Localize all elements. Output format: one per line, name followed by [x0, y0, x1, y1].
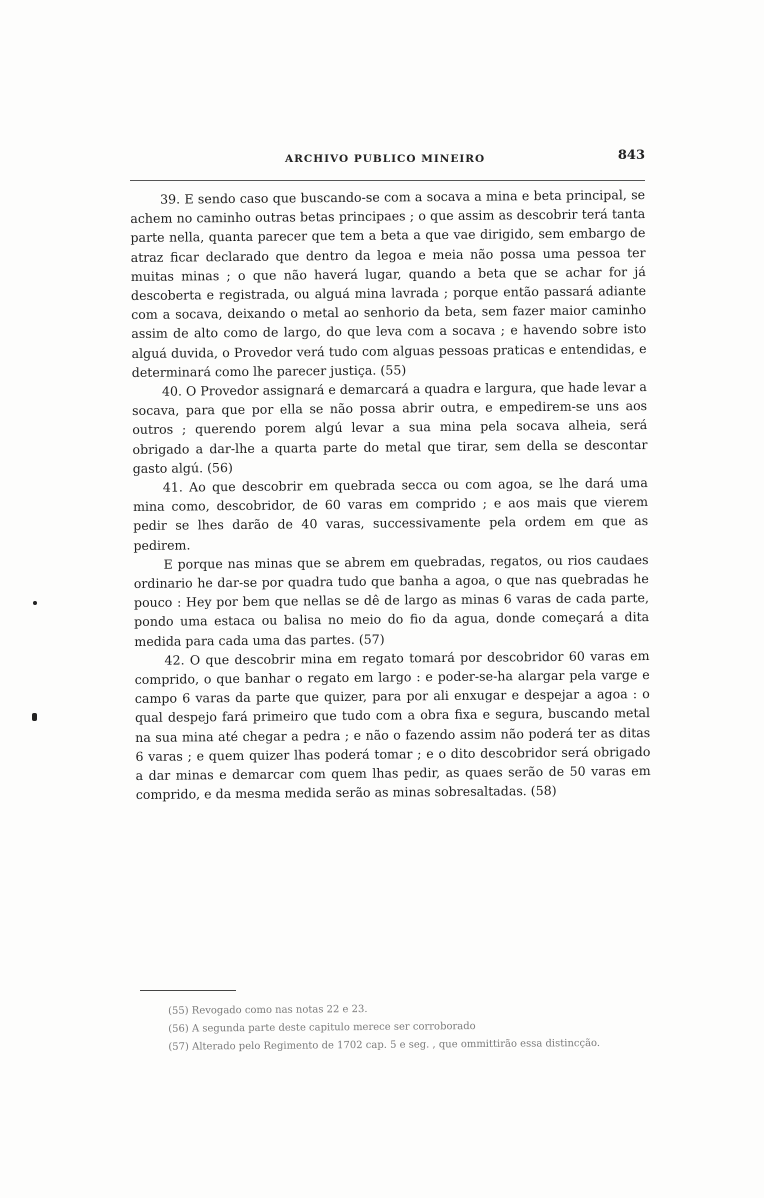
body-text: [130, 185, 651, 804]
paragraph-40: 40. O Provedor assignará e demarcará a quadra e largura, que hade levar a socava, para que por ella se não possa abrir outra, e empedirem-se uns aos outros ; querendo porem algú levar a sua mina pela socava alheia, será obrigado a dar-lhe a quarta parte do metal que tirar, sem della se descontar gasto algú. (56): [132, 379, 648, 476]
margin-mark: [33, 601, 37, 605]
footnote-rule: [140, 990, 236, 991]
footnote-55: (55) Revogado como nas notas 22 e 23.: [168, 1003, 368, 1017]
header-rule: [130, 180, 645, 181]
paragraph-41-continued: E porque nas minas que se abrem em quebradas, regatos, ou rios caudaes ordinario he dar-se por quadra tudo que banha a agoa, o que nas quebradas he pouco : Hey por bem que nellas se dê de largo as minas 6 varas de cada parte, pondo uma estaca ou balisa no meio do fio da agua, donde começará a dita medida para cada uma das partes. (57): [133, 551, 650, 649]
paragraph-41: 41. Ao que descobrir em quebrada secca ou com agoa, se lhe dará uma mina como, descobridor, de 60 varas em comprido ; e aos mais que vierem pedir se lhes darão de 40 varas, successivamente pela ordem em que as pedirem.: [132, 475, 649, 553]
paragraph-42: 42. O que descobrir mina em regato tomará por descobridor 60 varas em comprido, o que banhar o regato em largo : e poder-se-ha alargar pela varge e campo 6 varas da parte que quizer, para por ali enxugar e despejar a agoa : o qual despejo fará primeiro que tudo com a obra fixa e segura, buscando metal na sua mina até chegar a pedra ; e não o fazendo assim não poderá ter as ditas 6 varas ; e quem quizer lhas poderá tomar ; e o dito descobridor será obrigado a dar minas e demarcar com quem lhas pedir, as quaes serão de 50 varas em comprido, e da mesma medida serão as minas sobresaltadas. (58): [134, 647, 651, 803]
footnote-57: (57) Alterado pelo Regimento de 1702 cap. 5 e seg. , que ommittirão essa distincção.: [168, 1037, 601, 1053]
page-header: [130, 148, 645, 172]
margin-mark: [32, 713, 37, 721]
page-number: 843: [617, 148, 645, 163]
footnotes: [138, 999, 648, 1057]
footnote-56: (56) A segunda parte deste capitulo merece ser corroborado: [168, 1021, 476, 1035]
paragraph-39: 39. E sendo caso que buscando-se com a socava a mina e beta principal, se achem no caminho outras betas principaes ; o que assim as descobrir terá tanta parte nella, quanta parecer que tem a beta a que vae dirigido, sem embargo de atraz ficar declarado que dentro da legoa e meia não possa uma pessoa ter muitas minas ; o que não haverá lugar, quando a beta que se achar for já descoberta e registrada, ou alguá mina lavrada ; porque então passará adiante com a socava, deixando o metal ao senhorio da beta, sem fazer maior caminho assim de alto como de largo, do que leva com a socava ; e havendo sobre isto alguá duvida, o Provedor verá tudo com alguas pessoas praticas e entendidas, e determinará como lhe parecer justiça. (55): [130, 187, 647, 380]
running-head: ARCHIVO PUBLICO MINEIRO: [285, 153, 486, 165]
